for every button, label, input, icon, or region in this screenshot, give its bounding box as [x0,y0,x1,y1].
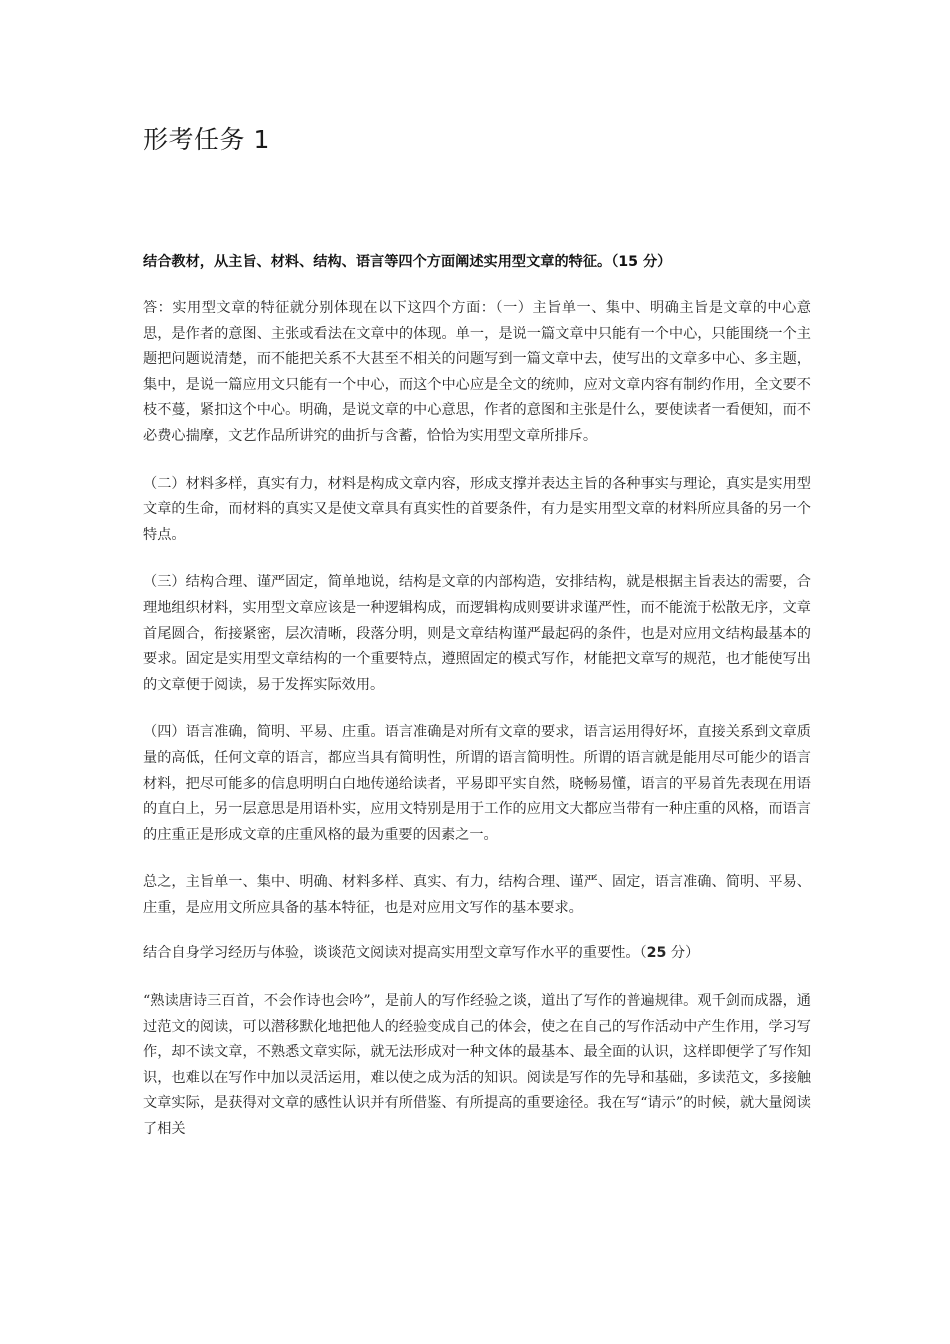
question-1-heading: 结合教材，从主旨、材料、结构、语言等四个方面阐述实用型文章的特征。（15 分） [143,254,672,270]
question-2-heading [143,941,811,967]
answer-1-paragraph-1: 答：实用型文章的特征就分别体现在以下这四个方面：（一）主旨单一、集中、明确主旨是文章的中心意思，是作者的意图、主张或看法在文章中的体现。单一，是说一篇文章中只能有一个中心，只能围绕一个主题把问题说清楚，而不能把关系不大甚至不相关的问题写到一篇文章中去，使写出的文章多中心、多主题，集中，是说一篇应用文只能有一个中心，而这个中心应是全文的统帅，应对文章内容有制约作用，全文要不枝不蔓，紧扣这个中心。明确，是说文章的中心意思，作者的意图和主张是什么，要使读者一看便知，而不必费心揣摩，文艺作品所讲究的曲折与含蓄，恰恰为实用型文章所排斥。 [143,300,811,444]
question-2-score: 25 [646,945,667,962]
document-title: 形考任务 1 [143,125,270,154]
document-body [143,250,811,1143]
answer-2-paragraph-1: “熟读唐诗三百首，不会作诗也会吟”，是前人的写作经验之谈，道出了写作的普遍规律。观千剑而成器，通过范文的阅读，可以潜移默化地把他人的经验变成自己的体会，使之在自己的写作活动中产生作用，学习写作，却不读文章，不熟悉文章实际，就无法形成对一种文体的最基本、最全面的认识，这样即便学了写作知识，也难以在写作中加以灵活运用，难以使之成为活的知识。阅读是写作的先导和基础，多读范文，多接触文章实际，是获得对文章的感性认识并有所借鉴、有所提高的重要途径。我在写“请示”的时候，就大量阅读了相关 [143,993,811,1138]
question-2-text: 结合自身学习经历与体验，谈谈范文阅读对提高实用型文章写作水平的重要性。（ [143,945,647,962]
answer-1-paragraph-2: （二）材料多样，真实有力，材料是构成文章内容，形成支撑并表达主旨的各种事实与理论，真实是实用型文章的生命，而材料的真实又是使文章具有真实性的首要条件，有力是实用型文章的材料所应具备的另一个特点。 [143,475,811,543]
question-2-suffix: 分） [666,945,700,962]
answer-1-paragraph-3: （三）结构合理、谨严固定，简单地说，结构是文章的内部构造，安排结构，就是根据主旨表达的需要，合理地组织材料，实用型文章应该是一种逻辑构成，而逻辑构成则要讲求谨严性，而不能流于松散无序，文章首尾圆合，衔接紧密，层次清晰，段落分明，则是文章结构谨严最起码的条件，也是对应用文结构最基本的要求。固定是实用型文章结构的一个重要特点，遵照固定的模式写作，材能把文章写的规范，也才能使写出的文章便于阅读，易于发挥实际效用。 [143,574,811,693]
answer-1-summary: 总之，主旨单一、集中、明确、材料多样、真实、有力，结构合理、谨严、固定，语言准确、简明、平易、庄重，是应用文所应具备的基本特征，也是对应用文写作的基本要求。 [143,874,811,916]
answer-1-paragraph-4: （四）语言准确，简明、平易、庄重。语言准确是对所有文章的要求，语言运用得好坏，直接关系到文章质量的高低，任何文章的语言，都应当具有简明性，所谓的语言简明性。所谓的语言就是能用尽可能少的语言材料，把尽可能多的信息明明白白地传递给读者，平易即平实自然，晓畅易懂，语言的平易首先表现在用语的直白上，另一层意思是用语朴实，应用文特别是用于工作的应用文大都应当带有一种庄重的风格，而语言的庄重正是形成文章的庄重风格的最为重要的因素之一。 [143,724,811,843]
